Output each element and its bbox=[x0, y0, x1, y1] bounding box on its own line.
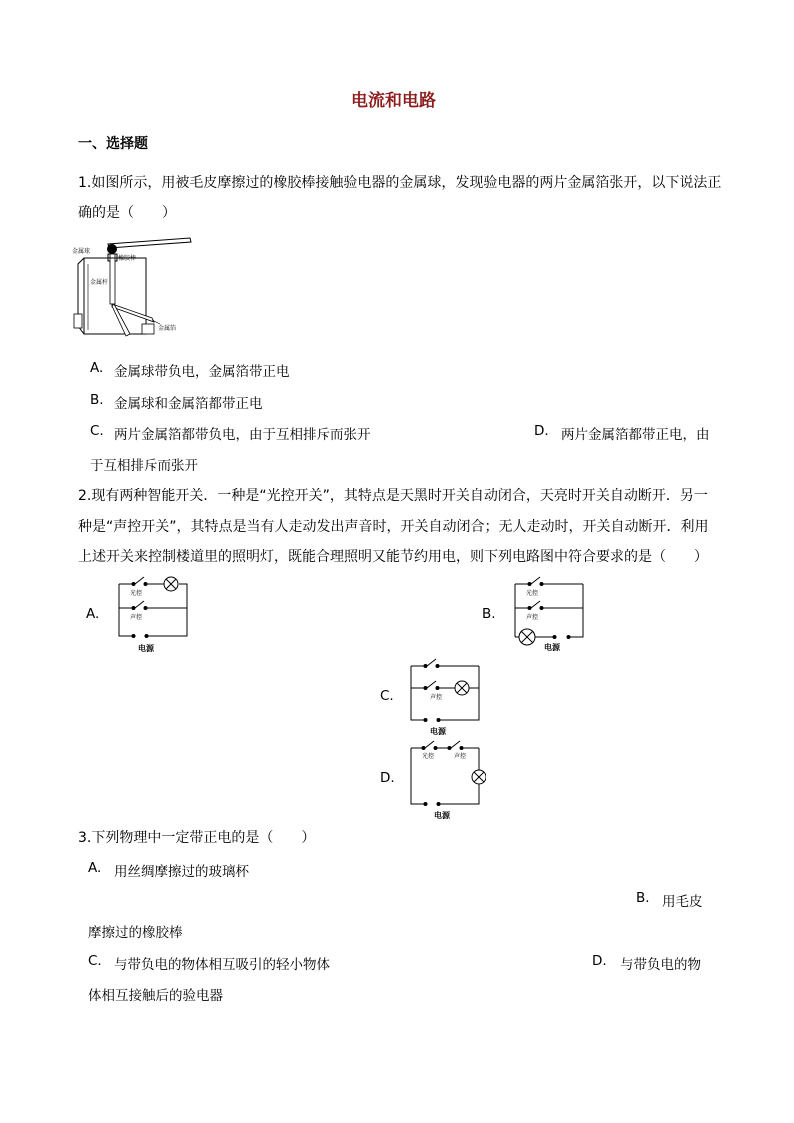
q1-option-b-text: 金属球和金属箔都带正电 bbox=[114, 396, 263, 412]
circuit-a-light-label: 光控 bbox=[130, 590, 143, 597]
rubber-rod bbox=[108, 238, 191, 248]
q2-option-b-letter[interactable]: B. bbox=[482, 606, 496, 622]
electroscope-figure bbox=[72, 234, 194, 344]
q3-option-d-letter[interactable]: D. bbox=[592, 953, 607, 969]
label-rubber-rod: 橡胶棒 bbox=[118, 255, 137, 262]
q1-option-a-letter[interactable]: A. bbox=[90, 360, 104, 376]
q1-option-d-text: 两片金属箔都带正电，由 bbox=[561, 427, 710, 443]
q1-option-c-letter[interactable]: C. bbox=[90, 423, 104, 439]
q3-option-d-text-cont: 体相互接触后的验电器 bbox=[88, 988, 223, 1004]
circuit-d-power-label: 电源 bbox=[434, 811, 450, 820]
circuit-a-diagram[interactable] bbox=[112, 572, 194, 656]
section-heading: 一、选择题 bbox=[78, 136, 148, 152]
circuit-a-sound-label: 声控 bbox=[130, 614, 143, 621]
q3-option-d-text: 与带负电的物 bbox=[620, 957, 701, 973]
circuit-b-sound-label: 声控 bbox=[526, 614, 539, 621]
q2-stem-line2: 种是“声控开关”，其特点是当有人走动发出声音时，开关自动闭合；无人走动时，开关自动断开．利用 bbox=[78, 519, 709, 535]
circuit-c-power-label: 电源 bbox=[430, 727, 446, 736]
q3-option-b-letter[interactable]: B. bbox=[636, 890, 650, 906]
circuit-c-diagram[interactable] bbox=[404, 654, 486, 738]
q3-option-a-letter[interactable]: A. bbox=[88, 860, 102, 876]
q2-option-c-letter[interactable]: C. bbox=[380, 688, 394, 704]
metal-rod bbox=[110, 254, 115, 304]
circuit-d-diagram[interactable] bbox=[404, 736, 486, 820]
q2-stem-line1: 2.现有两种智能开关．一种是“光控开关”，其特点是天黑时开关自动闭合，天亮时开关自动断开．另一 bbox=[78, 488, 708, 504]
q1-option-c-text: 两片金属箔都带负电，由于互相排斥而张开 bbox=[114, 427, 371, 443]
q2-option-d-letter[interactable]: D. bbox=[380, 770, 395, 786]
q1-stem-line2: 确的是（ ） bbox=[78, 205, 176, 221]
circuit-b-light-label: 光控 bbox=[526, 590, 539, 597]
circuit-c-sound-label: 声控 bbox=[430, 694, 443, 701]
circuit-d-sound-label: 声控 bbox=[454, 753, 467, 760]
q3-option-b-text: 用毛皮 bbox=[662, 894, 703, 910]
q3-option-c-letter[interactable]: C. bbox=[88, 953, 102, 969]
q1-option-b-letter[interactable]: B. bbox=[90, 392, 104, 408]
circuit-d-light-label: 光控 bbox=[422, 753, 435, 760]
q1-option-d-text-cont: 于互相排斥而张开 bbox=[90, 458, 198, 474]
circuit-b-diagram[interactable] bbox=[508, 572, 590, 656]
q1-stem-line1: 1.如图所示，用被毛皮摩擦过的橡胶棒接触验电器的金属球，发现验电器的两片金属箔张开，以下说法正 bbox=[78, 175, 722, 191]
q3-option-a-text: 用丝绸摩擦过的玻璃杯 bbox=[114, 864, 249, 880]
q3-option-b-text-cont: 摩擦过的橡胶棒 bbox=[88, 925, 183, 941]
label-metal-ball: 金属球 bbox=[72, 248, 91, 255]
q3-option-c-text: 与带负电的物体相互吸引的轻小物体 bbox=[114, 957, 330, 973]
circuit-b-power-label: 电源 bbox=[544, 643, 560, 652]
q3-stem: 3.下列物理中一定带正电的是（ ） bbox=[78, 830, 316, 846]
q2-stem-line3: 上述开关来控制楼道里的照明灯，既能合理照明又能节约用电，则下列电路图中符合要求的是（ ） bbox=[78, 549, 708, 565]
page-title: 电流和电路 bbox=[351, 91, 436, 111]
q2-option-a-letter[interactable]: A. bbox=[86, 606, 100, 622]
label-metal-pole: 金属杆 bbox=[90, 279, 109, 286]
q1-option-a-text: 金属球带负电，金属箔带正电 bbox=[114, 364, 290, 380]
label-metal-foil: 金属箔 bbox=[158, 325, 177, 332]
metal-ball bbox=[107, 244, 117, 254]
circuit-a-power-label: 电源 bbox=[138, 644, 154, 653]
q1-option-d-letter[interactable]: D. bbox=[534, 423, 549, 439]
